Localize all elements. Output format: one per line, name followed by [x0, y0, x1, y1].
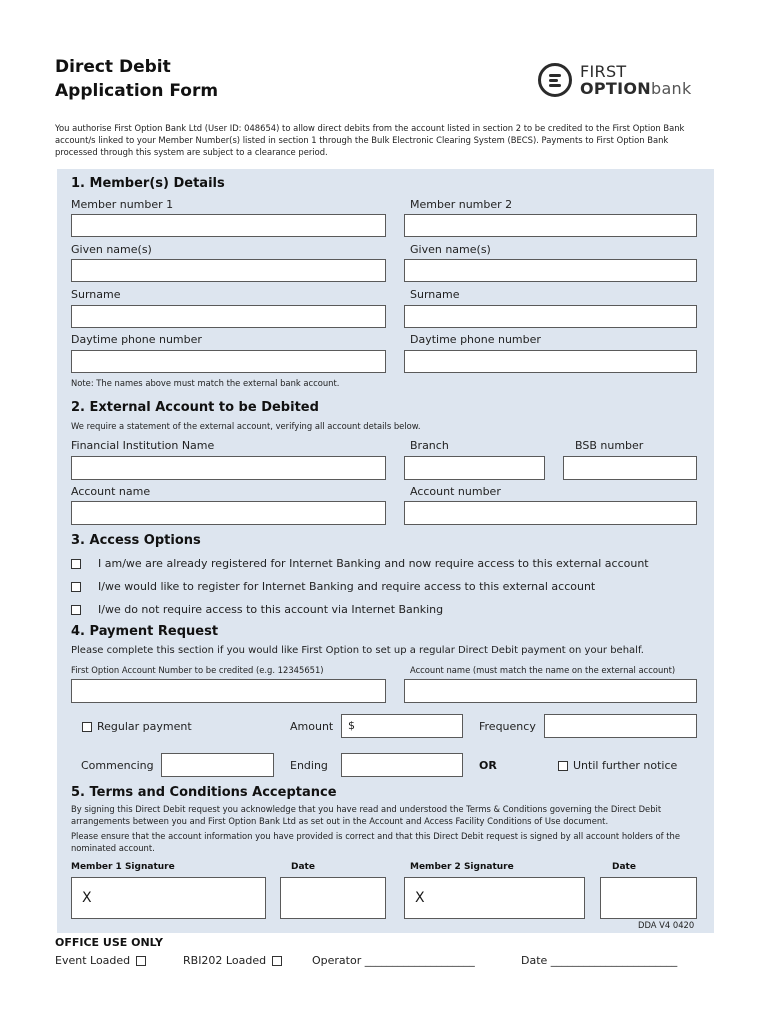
branch-label: Branch — [410, 439, 449, 452]
phone-1-field[interactable] — [71, 350, 386, 373]
frequency-field[interactable] — [544, 714, 697, 738]
member-number-1-label: Member number 1 — [71, 198, 174, 211]
branch-field[interactable] — [404, 456, 545, 480]
phone-2-label: Daytime phone number — [410, 333, 541, 346]
bsb-label: BSB number — [575, 439, 644, 452]
surname-2-label: Surname — [410, 288, 460, 301]
operator-field[interactable] — [312, 954, 475, 967]
event-loaded[interactable] — [55, 954, 152, 967]
given-names-2-field[interactable] — [404, 259, 697, 282]
account-name-match-field[interactable] — [404, 679, 697, 703]
regular-payment-option[interactable] — [82, 720, 192, 733]
rbi-loaded-checkbox[interactable] — [272, 956, 282, 966]
access-option-2-checkbox[interactable] — [71, 582, 81, 592]
date-1-label: Date — [291, 862, 315, 872]
access-option-3-checkbox[interactable] — [71, 605, 81, 615]
amount-label: Amount — [290, 720, 334, 733]
office-date-label: Date — [521, 954, 548, 967]
intro-text: You authorise First Option Bank Ltd (User ID: 048654) to allow direct debits from the account listed in section 2 to be credited to the First Option Bank account/s linked to your Member Number(s) listed in section 1 through the Bulk Electronic Clearing System (BECS). Payments to First Option Bank processed through this system are subject to a clearance period. — [55, 123, 685, 157]
logo-bank: bank — [651, 79, 692, 98]
frequency-label: Frequency — [479, 720, 536, 733]
until-notice-checkbox[interactable] — [558, 761, 568, 771]
surname-1-field[interactable] — [71, 305, 386, 328]
account-number-field[interactable] — [404, 501, 697, 525]
institution-field[interactable] — [71, 456, 386, 480]
account-number-label: Account number — [410, 485, 501, 498]
given-names-2-label: Given name(s) — [410, 243, 491, 256]
section4-subtext: Please complete this section if you would like First Option to set up a regular Direct Debit payment on your behalf. — [71, 645, 644, 656]
access-option-1[interactable] — [71, 557, 649, 570]
section3-heading: 3. Access Options — [71, 533, 201, 548]
access-option-3-label: I/we do not require access to this account via Internet Banking — [98, 603, 444, 616]
member-number-2-label: Member number 2 — [410, 198, 513, 211]
account-name-field[interactable] — [71, 501, 386, 525]
institution-label: Financial Institution Name — [71, 439, 215, 452]
account-to-credit-field[interactable] — [71, 679, 386, 703]
access-option-2[interactable] — [71, 580, 595, 593]
event-loaded-label: Event Loaded — [55, 954, 131, 967]
form-title-line1: Direct Debit — [55, 57, 171, 77]
member2-signature-label: Member 2 Signature — [410, 862, 514, 872]
given-names-1-field[interactable] — [71, 259, 386, 282]
given-names-1-label: Given name(s) — [71, 243, 152, 256]
sign-here-mark-2: X — [415, 890, 425, 906]
bank-logo-icon — [538, 63, 572, 97]
account-name-label: Account name — [71, 485, 151, 498]
bsb-field[interactable] — [563, 456, 697, 480]
commencing-label: Commencing — [81, 759, 154, 772]
rbi-loaded-label: RBI202 Loaded — [183, 954, 267, 967]
commencing-field[interactable] — [161, 753, 274, 777]
ending-field[interactable] — [341, 753, 463, 777]
phone-2-field[interactable] — [404, 350, 697, 373]
logo-option: OPTION — [580, 79, 651, 98]
form-version: DDA V4 0420 — [638, 920, 695, 930]
sign-here-mark-1: X — [82, 890, 92, 906]
form-title-line2: Application Form — [55, 81, 219, 101]
phone-1-label: Daytime phone number — [71, 333, 202, 346]
section5-heading: 5. Terms and Conditions Acceptance — [71, 785, 337, 800]
section2-heading: 2. External Account to be Debited — [71, 400, 319, 415]
member1-signature-label: Member 1 Signature — [71, 862, 175, 872]
date-1-field[interactable] — [280, 877, 386, 919]
until-notice-option[interactable] — [558, 759, 677, 772]
section2-subtext: We require a statement of the external account, verifying all account details below. — [71, 421, 421, 431]
section1-note: Note: The names above must match the external bank account. — [71, 378, 340, 388]
office-use-heading: OFFICE USE ONLY — [55, 936, 163, 949]
or-label: OR — [479, 759, 497, 772]
regular-payment-checkbox[interactable] — [82, 722, 92, 732]
form-title — [55, 55, 218, 103]
terms-paragraph-1: By signing this Direct Debit request you acknowledge that you have read and understood the Terms & Conditions governing the Direct Debit arrangements between you and First Option Bank Ltd as set out in the Account and Access Facility Conditions of Use document. — [71, 804, 662, 826]
logo-line1: FIRST — [580, 62, 627, 81]
rbi-loaded[interactable] — [183, 954, 288, 967]
section4-heading: 4. Payment Request — [71, 624, 219, 639]
member1-signature-field[interactable] — [71, 877, 266, 919]
terms-paragraph-2: Please ensure that the account information you have provided is correct and that this Direct Debit request is signed by all account holders of the nominated account. — [71, 831, 681, 853]
account-to-credit-label: First Option Account Number to be credited (e.g. 12345651) — [71, 665, 324, 675]
date-2-label: Date — [612, 862, 636, 872]
office-date-field[interactable] — [521, 954, 677, 967]
member-number-1-field[interactable] — [71, 214, 386, 237]
account-name-match-label: Account name (must match the name on the external account) — [410, 665, 676, 675]
office-date-line: _______________________ — [550, 954, 678, 967]
access-option-3[interactable] — [71, 603, 443, 616]
operator-label: Operator — [312, 954, 362, 967]
logo-text — [580, 63, 692, 97]
ending-label: Ending — [290, 759, 328, 772]
surname-1-label: Surname — [71, 288, 121, 301]
surname-2-field[interactable] — [404, 305, 697, 328]
currency-symbol: $ — [348, 719, 355, 732]
member2-signature-field[interactable] — [404, 877, 585, 919]
access-option-1-label: I am/we are already registered for Internet Banking and now require access to this external account — [98, 557, 649, 570]
logo-line2 — [580, 80, 692, 97]
date-2-field[interactable] — [600, 877, 697, 919]
regular-payment-label: Regular payment — [97, 720, 192, 733]
access-option-1-checkbox[interactable] — [71, 559, 81, 569]
access-option-2-label: I/we would like to register for Internet Banking and require access to this external account — [98, 580, 596, 593]
until-notice-label: Until further notice — [573, 759, 678, 772]
amount-field[interactable] — [341, 714, 463, 738]
member-number-2-field[interactable] — [404, 214, 697, 237]
event-loaded-checkbox[interactable] — [136, 956, 146, 966]
section1-heading: 1. Member(s) Details — [71, 176, 225, 191]
first-option-bank-logo — [538, 56, 712, 104]
operator-line: ____________________ — [364, 954, 475, 967]
